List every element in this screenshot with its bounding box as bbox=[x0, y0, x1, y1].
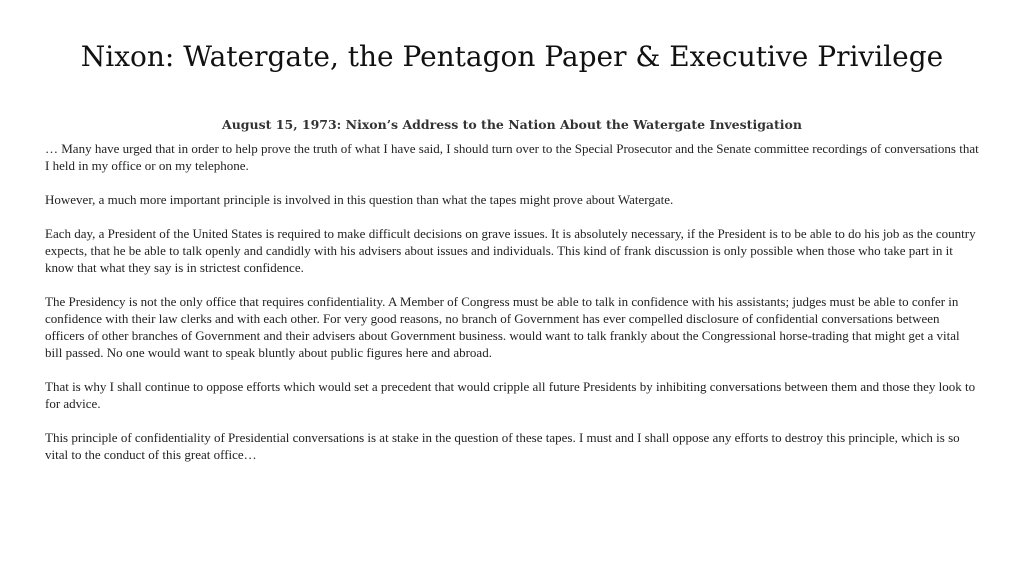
paragraph: That is why I shall continue to oppose efforts which would set a precedent that would cripple all future Presidents by inhibiting conversations between them and those they look to for advice. bbox=[45, 379, 976, 411]
paragraph: This principle of confidentiality of Presidential conversations is at stake in the question of these tapes. I must and I shall oppose any efforts to destroy this principle, which is so vital to the conduct of this great office… bbox=[45, 430, 960, 462]
paragraph: … Many have urged that in order to help prove the truth of what I have said, I should turn over to the Special Prosecutor and the Senate committee recordings of conversations that I held in my office or on my telephone. bbox=[45, 141, 979, 173]
slide-subtitle: August 15, 1973: Nixon’s Address to the Nation About the Watergate Investigation bbox=[222, 117, 802, 132]
paragraph: Each day, a President of the United States is required to make difficult decisions on grave issues. It is absolutely necessary, if the President is to be able to do his job as the country expects, that he be able to talk openly and candidly with his advisers about issues and individuals. This kind of frank discussion is only possible when those who take part in it know that what they say is in strictest confidence. bbox=[45, 226, 976, 275]
slide-title: Nixon: Watergate, the Pentagon Paper & Executive Privilege bbox=[80, 40, 944, 73]
paragraph: The Presidency is not the only office that requires confidentiality. A Member of Congress must be able to talk in confidence with his assistants; judges must be able to confer in confidence with their law clerks and with each other. For very good reasons, no branch of Government has ever compelled disclosure of confidential conversations between officers of other branches of Government and their advisers about Government business. would want to talk frankly about the Congressional horse-trading that might get a vital bill passed. No one would want to speak bluntly about public figures here and abroad. bbox=[45, 294, 960, 360]
speech-excerpt bbox=[45, 140, 980, 480]
paragraph: However, a much more important principle is involved in this question than what the tapes might prove about Watergate. bbox=[45, 192, 674, 207]
